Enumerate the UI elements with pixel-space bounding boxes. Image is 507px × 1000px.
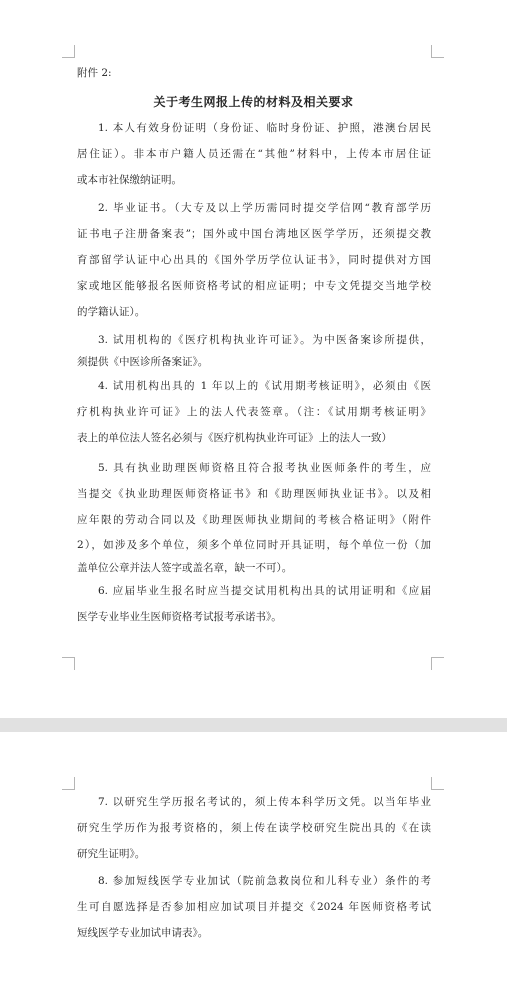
document-page-2 (0, 732, 507, 1000)
margin-corner-mark (62, 777, 75, 790)
item-1-line-2: 居住证）。非本市户籍人员还需在“其他”材料中，上传本市居住证 (77, 148, 431, 160)
item-3-line-2: 须提供《中医诊所备案证》。 (77, 356, 209, 368)
item-7-line-2: 研究生学历作为报考资格的，须上传在读学校研究生院出具的《在读 (77, 822, 431, 834)
item-2-line-2: 证书电子注册备案表”；国外或中国台湾地区医学学历，还须提交教 (77, 228, 431, 240)
page-separator (0, 718, 507, 732)
item-8-line-3: 短线医学专业加试申请表》。 (77, 927, 209, 939)
item-4-line-1: 4. 试用机构出具的 1 年以上的《试用期考核证明》，必须由《医 (98, 380, 431, 392)
item-6-line-2: 医学专业毕业生医师资格考试报考承诺书》。 (77, 611, 282, 623)
item-7-line-3: 研究生证明》。 (77, 848, 146, 860)
document-title: 关于考生网报上传的材料及相关要求 (153, 95, 354, 109)
item-5-line-5: 盖单位公章并法人签字或盖名章，缺一不可）。 (77, 562, 293, 574)
margin-corner-mark (431, 777, 444, 790)
margin-corner-mark (62, 45, 75, 58)
item-2-line-3: 育部留学认证中心出具的《国外学历学位认证书》，同时提供对方国 (77, 254, 431, 266)
attachment-label: 附件 2: (77, 67, 112, 79)
item-8-line-1: 8. 参加短线医学专业加试（院前急救岗位和儿科专业）条件的考 (98, 875, 431, 887)
item-3-line-1: 3. 试用机构的《医疗机构执业许可证》。为中医备案诊所提供， (98, 334, 431, 346)
item-6-line-1: 6. 应届毕业生报名时应当提交试用机构出具的试用证明和《应届 (98, 585, 431, 597)
item-4-line-2: 疗机构执业许可证》上的法人代表签章。（注：《试用期考核证明》 (77, 406, 431, 418)
item-1-line-1: 1. 本人有效身份证明（身份证、临时身份证、护照，港澳台居民 (98, 122, 431, 134)
item-5-line-2: 当提交《执业助理医师资格证书》和《助理医师执业证书》。以及相 (77, 488, 431, 500)
item-8-line-2: 生可自愿选择是否参加相应加试项目并提交《2024 年医师资格考试 (77, 901, 431, 913)
item-2-line-1: 2. 毕业证书。（大专及以上学历需同时提交学信网“教育部学历 (98, 202, 431, 214)
item-4-line-3: 表上的单位法人签名必须与《医疗机构执业许可证》上的法人一致） (77, 432, 392, 444)
item-7-line-1: 7. 以研究生学历报名考试的，须上传本科学历文凭。以当年毕业 (98, 796, 431, 808)
margin-corner-mark (431, 657, 444, 670)
margin-corner-mark (62, 657, 75, 670)
item-5-line-3: 应年限的劳动合同以及《助理医师执业期间的考核合格证明》（附件 (77, 514, 431, 526)
item-2-line-5: 的学籍认证）。 (77, 306, 146, 318)
margin-corner-mark (431, 45, 444, 58)
item-2-line-4: 家或地区能够报名医师资格考试的相应证明；中专文凭提交当地学校 (77, 280, 431, 292)
item-5-line-1: 5. 具有执业助理医师资格且符合报考执业医师条件的考生，应 (98, 462, 431, 474)
item-1-line-3: 或本市社保缴纳证明。 (77, 174, 182, 186)
item-5-line-4: 2），如涉及多个单位，须多个单位同时开具证明，每个单位一份（加 (77, 539, 431, 551)
